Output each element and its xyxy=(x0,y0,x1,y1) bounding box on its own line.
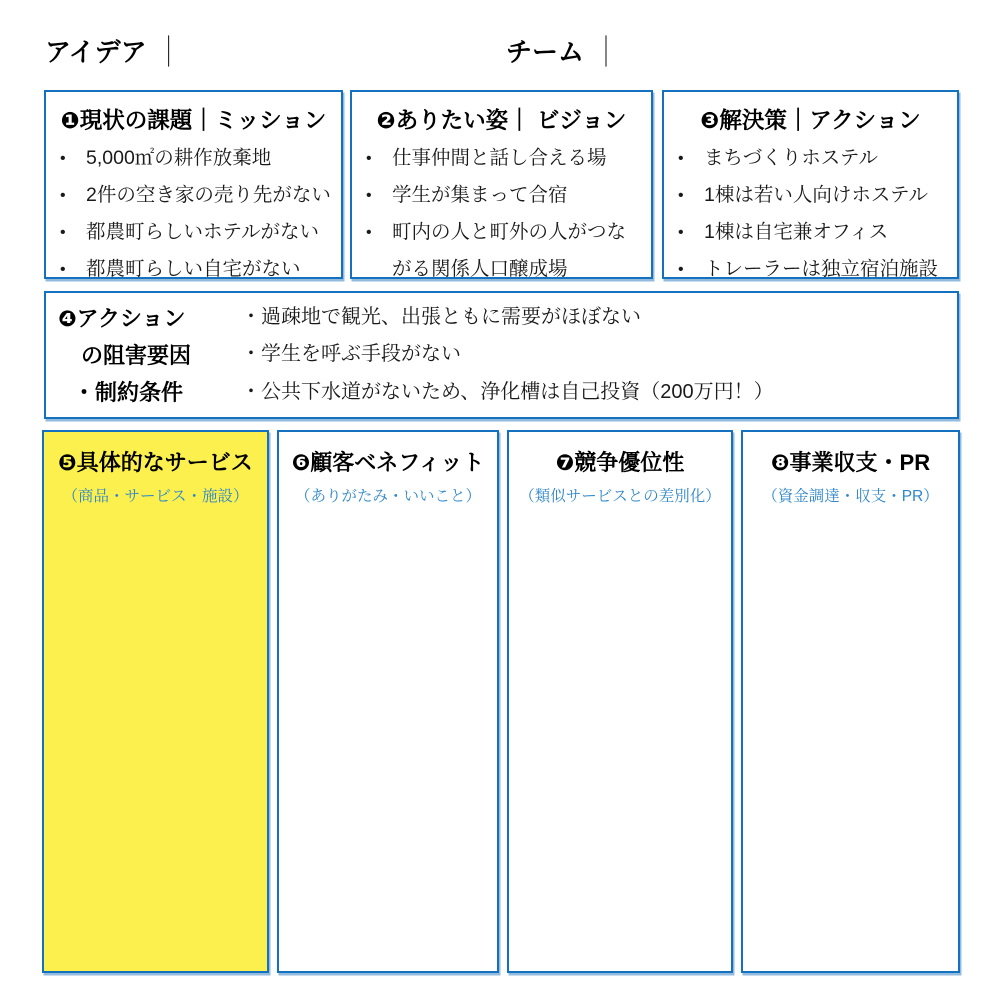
header-idea-divider: ｜ xyxy=(155,34,182,71)
list-item: • 2件の空き家の売り先がない xyxy=(60,177,333,214)
list-item: • トレーラーは独立宿泊施設 xyxy=(678,251,949,288)
bullet-icon: • xyxy=(366,187,372,204)
header-team-label: チーム xyxy=(506,37,585,67)
header-team-divider: ｜ xyxy=(593,34,620,71)
column-customer-benefit xyxy=(277,430,499,973)
column-customer-benefit-subtitle: （ありがたみ・いいこと） xyxy=(294,488,481,505)
bullet-icon: • xyxy=(60,261,66,278)
list-item: • 都農町らしいホテルがない xyxy=(60,214,333,251)
box-current-issues-title: ❶現状の課題｜ミッション xyxy=(60,108,327,133)
column-competitive-advantage-subtitle: （類似サービスとの差別化） xyxy=(519,488,721,505)
column-business-balance-pr-subtitle: （資金調達・収支・PR） xyxy=(762,488,939,505)
box-obstacles-constraints xyxy=(44,291,959,419)
current-issues-list xyxy=(46,140,341,288)
bullet-icon: • xyxy=(678,187,684,204)
box-vision-title: ❷ありたい姿｜ ビジョン xyxy=(376,108,627,133)
bullet-icon: • xyxy=(60,150,66,167)
header-team xyxy=(506,32,619,69)
header-idea xyxy=(45,32,182,69)
bullet-icon: • xyxy=(366,224,372,241)
list-item: ・過疎地で観光、出張ともに需要がほぼない xyxy=(241,305,641,328)
bullet-icon: • xyxy=(60,187,66,204)
vision-list xyxy=(352,140,651,288)
box-solution-action xyxy=(662,90,959,279)
column-concrete-services-subtitle: （商品・サービス・施設） xyxy=(62,488,249,505)
column-competitive-advantage-title: ❼競争優位性 xyxy=(555,450,685,475)
list-item: • まちづくりホステル xyxy=(678,140,949,177)
list-item: ・学生を呼ぶ手段がない xyxy=(241,343,461,366)
list-item: • 1棟は若い人向けホステル xyxy=(678,177,949,214)
bullet-icon: • xyxy=(678,224,684,241)
bullet-icon: • xyxy=(678,150,684,167)
list-item: • 都農町らしい自宅がない xyxy=(60,251,333,288)
box-current-issues-mission xyxy=(44,90,343,279)
list-item: • 仕事仲間と話し合える場 xyxy=(366,140,643,177)
list-item: • 学生が集まって合宿 xyxy=(366,177,643,214)
list-item: ・公共下水道がないため、浄化槽は自己投資（200万円！） xyxy=(241,380,774,403)
column-customer-benefit-title: ❻顧客ベネフィット xyxy=(291,450,485,475)
box-desired-state-vision xyxy=(350,90,653,279)
column-concrete-services xyxy=(42,430,269,973)
column-business-balance-pr-title: ❽事業収支・PR xyxy=(770,450,931,475)
bullet-icon: • xyxy=(60,224,66,241)
column-business-balance-pr xyxy=(741,430,960,973)
list-item: • 1棟は自宅兼オフィス xyxy=(678,214,949,251)
box-solution-title: ❸解決策｜アクション xyxy=(700,108,921,133)
obstacles-label: ❹アクション の阻害要因 ・制約条件 xyxy=(58,305,192,405)
solution-list xyxy=(664,140,957,288)
bullet-icon: • xyxy=(366,150,372,167)
column-competitive-advantage xyxy=(507,430,733,973)
obstacles-list xyxy=(241,299,957,412)
list-item: • 町内の人と町外の人がつながる関係人口醸成場 xyxy=(366,214,643,288)
header-idea-label: アイデア xyxy=(45,37,147,67)
bullet-icon: • xyxy=(678,261,684,278)
list-item: • 5,000㎡の耕作放棄地 xyxy=(60,140,333,177)
column-concrete-services-title: ❺具体的なサービス xyxy=(58,450,253,475)
